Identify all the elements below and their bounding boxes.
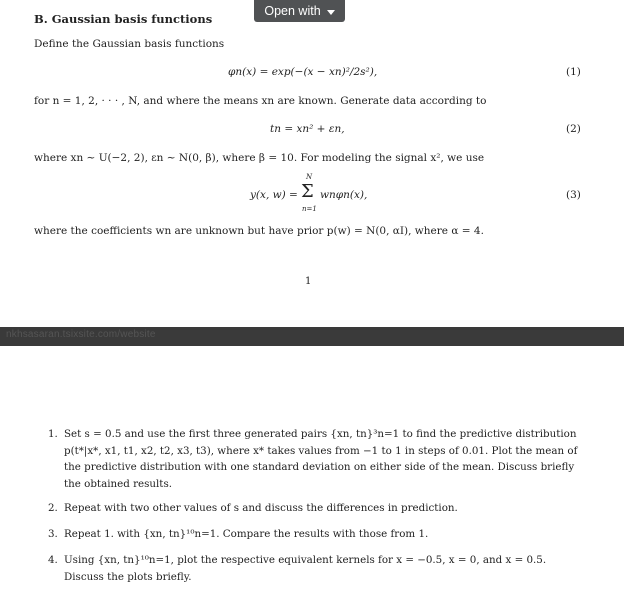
sum-upper-limit: N: [306, 173, 313, 181]
equation-1: φn(x) = exp(−(x − xn)²/2s²),: [228, 66, 378, 78]
summation-symbol: Σ: [301, 181, 314, 202]
list-item-text: Repeat 1. with {xn, tn}¹⁰n=1. Compare the results with those from 1.: [64, 528, 429, 540]
equation-1-number: (1): [566, 66, 581, 78]
list-item-number: 3.: [48, 528, 58, 540]
equation-3-number: (3): [566, 189, 581, 201]
chevron-down-icon: [327, 10, 335, 15]
paragraph-line-4: where the coefficients wn are unknown but have prior p(w) = N(0, αI), where α = 4.: [34, 225, 484, 237]
equation-2-number: (2): [566, 123, 581, 135]
section-heading: B. Gaussian basis functions: [34, 12, 213, 26]
open-with-label: Open with: [264, 4, 321, 18]
watermark-text: nkhsasaran.tsixsite.com/website: [6, 329, 156, 340]
equation-2: tn = xn² + εn,: [270, 123, 345, 135]
sum-lower-limit: n=1: [302, 205, 317, 213]
intro-text: Define the Gaussian basis functions: [34, 38, 225, 50]
equation-3-rhs: wnφn(x),: [320, 189, 368, 201]
list-item-number: 1.: [48, 428, 58, 440]
list-item-text: Repeat with two other values of s and discuss the differences in prediction.: [64, 502, 458, 514]
list-item-text: Set s = 0.5 and use the first three generated pairs {xn, tn}³n=1 to find the predictive distribution p(t*|x*, x1, t1, x2, t2, x3, t3), where x* takes values from −1 to 1 in steps of 0.01. Plot the mean of the predictive distribution with one standard deviation on either side of the mean. Discuss briefly the obtained results.: [64, 428, 578, 490]
paragraph-line-3: where xn ∼ U(−2, 2), εn ∼ N(0, β), where β = 10. For modeling the signal x², we use: [34, 152, 485, 164]
document-page-2: [0, 346, 624, 604]
list-item: [48, 426, 588, 492]
page-number: 1: [305, 276, 312, 287]
paragraph-line-2: for n = 1, 2, · · · , N, and where the means xn are known. Generate data according to: [34, 95, 487, 107]
list-item: [48, 552, 588, 585]
list-item-text: Using {xn, tn}¹⁰n=1, plot the respective equivalent kernels for x = −0.5, x = 0, and x = 0.5. Discuss the plots briefly.: [64, 554, 547, 583]
equation-3-lhs: y(x, w) =: [250, 189, 298, 201]
list-item: [48, 500, 588, 517]
page-gap: [0, 327, 624, 346]
open-with-button[interactable]: [254, 0, 345, 22]
list-item-number: 4.: [48, 554, 58, 566]
list-item-number: 2.: [48, 502, 58, 514]
list-item: [48, 526, 588, 543]
